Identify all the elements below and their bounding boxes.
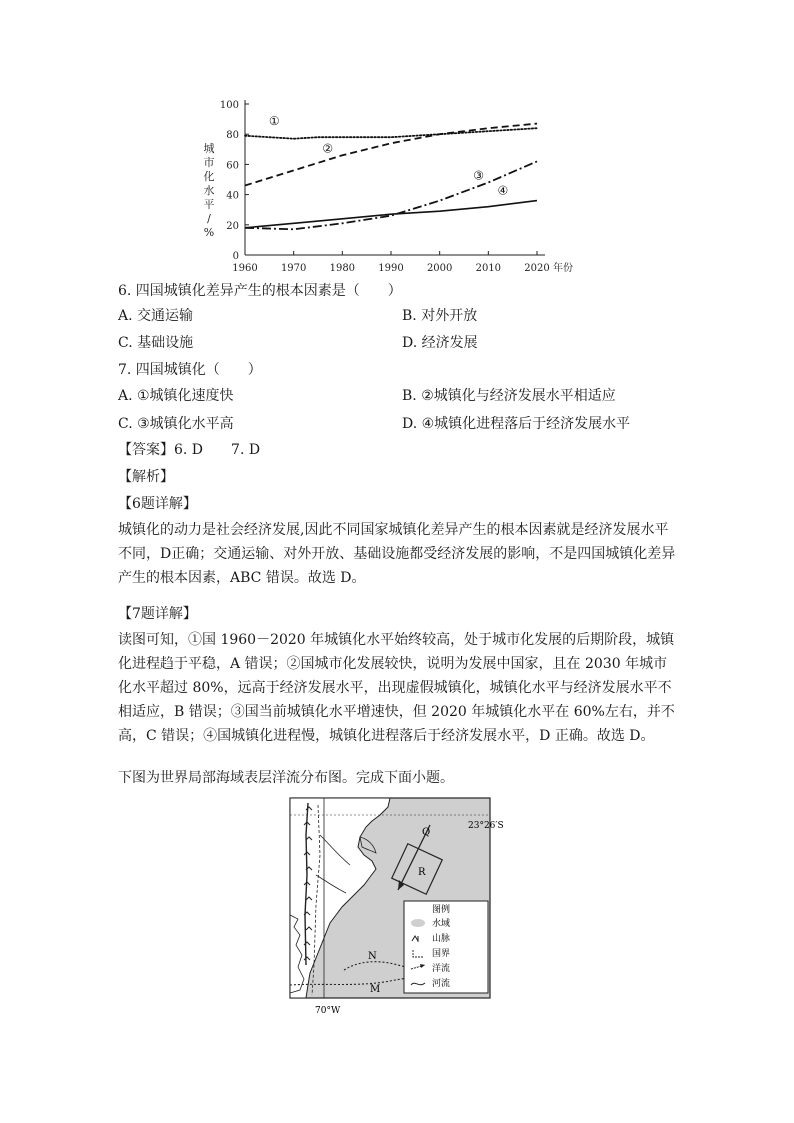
y-tick-label: 0 <box>232 251 239 262</box>
q6-option-a: A. 交通运输 <box>118 308 194 324</box>
label-n: N <box>368 951 377 962</box>
q7-option-c: C. ③城镇化水平高 <box>118 416 234 432</box>
label-r: R <box>418 867 426 878</box>
q6-stem: 6. 四国城镇化差异产生的根本因素是（ ） <box>118 283 402 299</box>
x-tick-label: 1990 <box>378 263 404 274</box>
map-legend <box>404 901 488 993</box>
x-tick-label: 2010 <box>475 263 502 274</box>
answer-label: 【答案】 <box>118 442 174 458</box>
y-tick-label: 80 <box>226 130 239 142</box>
legend-item-water: 水域 <box>432 919 451 929</box>
x-axis-suffix: 年份 <box>553 263 573 274</box>
x-tick-label: 2000 <box>426 263 453 274</box>
series-line-4 <box>245 201 537 228</box>
legend-item-mountain: 山脉 <box>432 934 451 944</box>
x-tick-label: 2020 <box>524 263 550 274</box>
y-axis-label-char: % <box>203 226 215 239</box>
x-tick-label: 1970 <box>280 263 307 274</box>
series-line-1 <box>245 128 537 139</box>
y-axis-label-char: 化 <box>203 170 215 183</box>
lat-label: 23°26′S <box>468 821 504 831</box>
x-tick-label: 1980 <box>329 263 356 274</box>
q7-stem: 7. 四国城镇化（ ） <box>118 362 262 378</box>
q6-detail-label: 【6题详解】 <box>118 496 197 512</box>
ocean-current-map <box>280 795 520 1020</box>
y-axis-label-char: / <box>207 212 211 225</box>
series-line-2 <box>245 124 537 186</box>
q7-option-b: B. ②城镇化与经济发展水平相适应 <box>402 388 616 404</box>
label-m: M <box>370 984 381 995</box>
answer-line <box>118 440 260 460</box>
urbanization-chart <box>195 90 595 280</box>
label-q: Q <box>422 827 431 838</box>
y-tick-label: 20 <box>226 220 239 232</box>
series-label-4: ④ <box>497 183 509 198</box>
q6-option-c: C. 基础设施 <box>118 335 194 351</box>
legend-title: 图例 <box>432 905 451 915</box>
y-axis-label-char: 水 <box>203 184 215 197</box>
analysis-label: 【解析】 <box>118 469 174 485</box>
q7-option-a: A. ①城镇化速度快 <box>118 388 234 404</box>
series-label-3: ③ <box>473 168 484 183</box>
legend-item-border: 国界 <box>432 949 451 959</box>
legend-water-icon <box>411 919 425 927</box>
x-tick-label: 1960 <box>232 263 258 274</box>
q6-option-b: B. 对外开放 <box>402 308 478 324</box>
q7-detail: 读图可知，①国 1960－2020 年城镇化水平始终较高，处于城市化发展的后期阶段，城镇化进程趋于平稳，A 错误；②国城市化发展较快，说明为发展中国家，且在 2030 年城市化水平超过 80%，远高于经济发展水平，出现虚假城镇化，城镇化水平与经济发展水平不相适应，B 错误；③国当前城镇化水平增速快，但 2020 年城镇化水平在 60%左右，并不高，C 错误；④国城镇化进程慢，城镇化进程落后于经济发展水平，D 正确。故选 D。 <box>118 632 675 744</box>
q6-option-d: D. 经济发展 <box>402 335 478 351</box>
y-tick-label: 40 <box>226 190 239 202</box>
lon-label: 70°W <box>315 1006 341 1016</box>
q7-detail-label: 【7题详解】 <box>118 606 197 622</box>
legend-item-current: 洋流 <box>432 964 451 974</box>
q6-detail: 城镇化的动力是社会经济发展,因此不同国家城镇化差异产生的根本因素就是经济发展水平不同，D正确；交通运输、对外开放、基础设施都受经济发展的影响，不是四国城镇化差异产生的根本因素，ABC 错误。故选 D。 <box>118 522 676 586</box>
y-axis-label-char: 市 <box>203 156 215 169</box>
y-tick-label: 60 <box>226 160 239 172</box>
y-axis-label-char: 城 <box>203 142 215 155</box>
q7-option-d: D. ④城镇化进程落后于经济发展水平 <box>402 416 631 432</box>
map-intro: 下图为世界局部海域表层洋流分布图。完成下面小题。 <box>118 770 454 786</box>
series-label-1: ① <box>268 114 280 129</box>
series-label-2: ② <box>322 141 334 156</box>
legend-item-river: 河流 <box>432 979 451 989</box>
answer-text: 6. D 7. D <box>174 442 261 458</box>
y-tick-label: 100 <box>219 100 239 111</box>
y-axis-label-char: 平 <box>203 198 215 211</box>
